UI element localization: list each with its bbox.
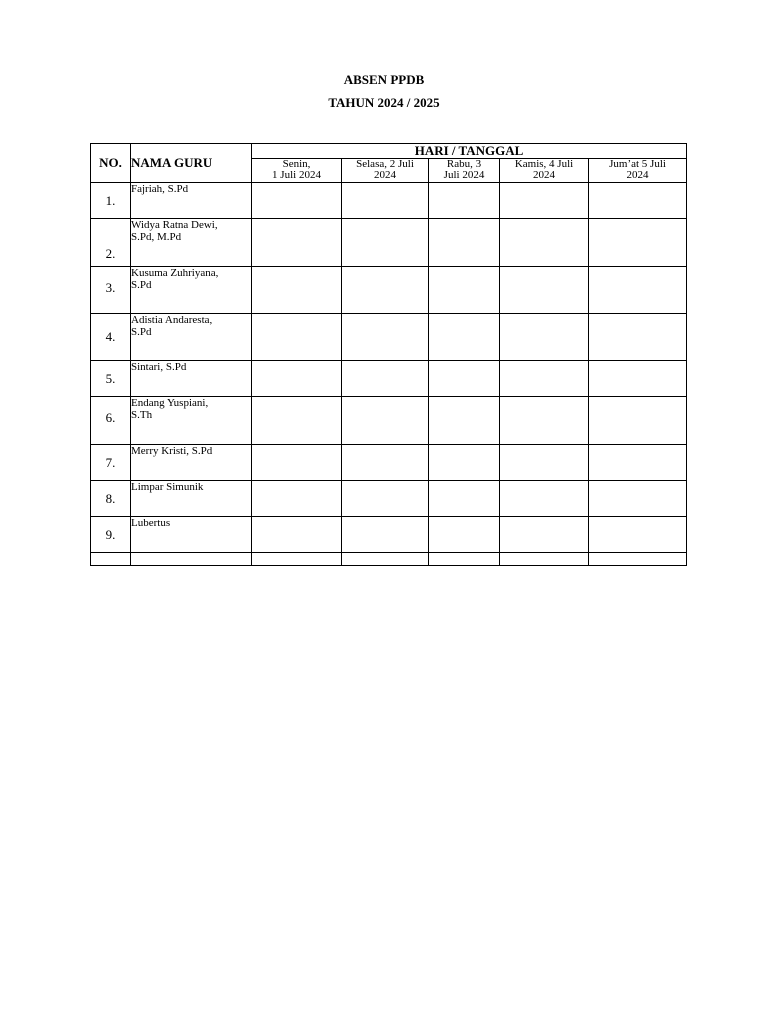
attendance-cell [500,397,589,445]
teacher-name: Endang Yuspiani, S.Th [131,397,252,445]
row-number: 1. [91,183,131,219]
empty-cell [342,553,429,566]
row-number: 3. [91,267,131,314]
teacher-name: Limpar Simunik [131,481,252,517]
attendance-cell [342,314,429,361]
table-row [91,517,687,553]
attendance-cell [342,517,429,553]
attendance-cell [500,517,589,553]
attendance-cell [342,219,429,267]
attendance-cell [500,183,589,219]
teacher-name: Widya Ratna Dewi, S.Pd, M.Pd [131,219,252,267]
table-row [91,445,687,481]
attendance-cell [342,361,429,397]
attendance-cell [342,397,429,445]
table-row [91,361,687,397]
attendance-cell [252,314,342,361]
table-row [91,397,687,445]
row-number: 9. [91,517,131,553]
row-number: 7. [91,445,131,481]
attendance-cell [589,481,687,517]
header-day-4: Kamis, 4 Juli 2024 [500,159,589,183]
empty-cell [429,553,500,566]
row-number: 5. [91,361,131,397]
header-hari-tanggal: HARI / TANGGAL [252,144,687,159]
attendance-cell [429,445,500,481]
row-number: 8. [91,481,131,517]
empty-cell [91,553,131,566]
header-day-3: Rabu, 3 Juli 2024 [429,159,500,183]
attendance-cell [429,517,500,553]
attendance-cell [500,481,589,517]
table-row [91,314,687,361]
empty-cell [131,553,252,566]
header-no: NO. [91,144,131,183]
attendance-cell [252,183,342,219]
attendance-cell [500,361,589,397]
teacher-name: Fajriah, S.Pd [131,183,252,219]
attendance-cell [589,397,687,445]
attendance-cell [252,445,342,481]
table-row-empty [91,553,687,566]
attendance-cell [252,481,342,517]
table-row [91,267,687,314]
table-row [91,219,687,267]
attendance-cell [429,314,500,361]
attendance-cell [500,314,589,361]
attendance-cell [589,361,687,397]
attendance-cell [589,267,687,314]
table-row [91,481,687,517]
attendance-cell [429,267,500,314]
teacher-name: Merry Kristi, S.Pd [131,445,252,481]
attendance-cell [342,445,429,481]
empty-cell [500,553,589,566]
teacher-name: Sintari, S.Pd [131,361,252,397]
row-number: 2. [91,219,131,267]
attendance-cell [429,183,500,219]
header-day-1: Senin, 1 Juli 2024 [252,159,342,183]
attendance-cell [429,219,500,267]
document-title: ABSEN PPDB [343,72,425,87]
header-day-2: Selasa, 2 Juli 2024 [342,159,429,183]
empty-cell [589,553,687,566]
attendance-cell [342,267,429,314]
attendance-cell [589,517,687,553]
row-number: 4. [91,314,131,361]
teacher-name: Kusuma Zuhriyana, S.Pd [131,267,252,314]
attendance-cell [252,517,342,553]
attendance-cell [429,397,500,445]
attendance-cell [252,361,342,397]
attendance-cell [429,361,500,397]
attendance-cell [342,481,429,517]
empty-cell [252,553,342,566]
attendance-cell [589,445,687,481]
attendance-cell [252,219,342,267]
attendance-cell [589,183,687,219]
attendance-cell [500,267,589,314]
row-number: 6. [91,397,131,445]
header-nama-guru: NAMA GURU [131,144,252,183]
document-subtitle: TAHUN 2024 / 2025 [328,95,440,110]
attendance-cell [500,219,589,267]
attendance-table [90,143,687,566]
attendance-cell [500,445,589,481]
attendance-cell [589,314,687,361]
attendance-cell [589,219,687,267]
attendance-cell [252,267,342,314]
teacher-name: Adistia Andaresta, S.Pd [131,314,252,361]
attendance-cell [252,397,342,445]
header-day-5: Jum’at 5 Juli 2024 [589,159,687,183]
teacher-name: Lubertus [131,517,252,553]
attendance-cell [429,481,500,517]
attendance-cell [342,183,429,219]
table-row [91,183,687,219]
